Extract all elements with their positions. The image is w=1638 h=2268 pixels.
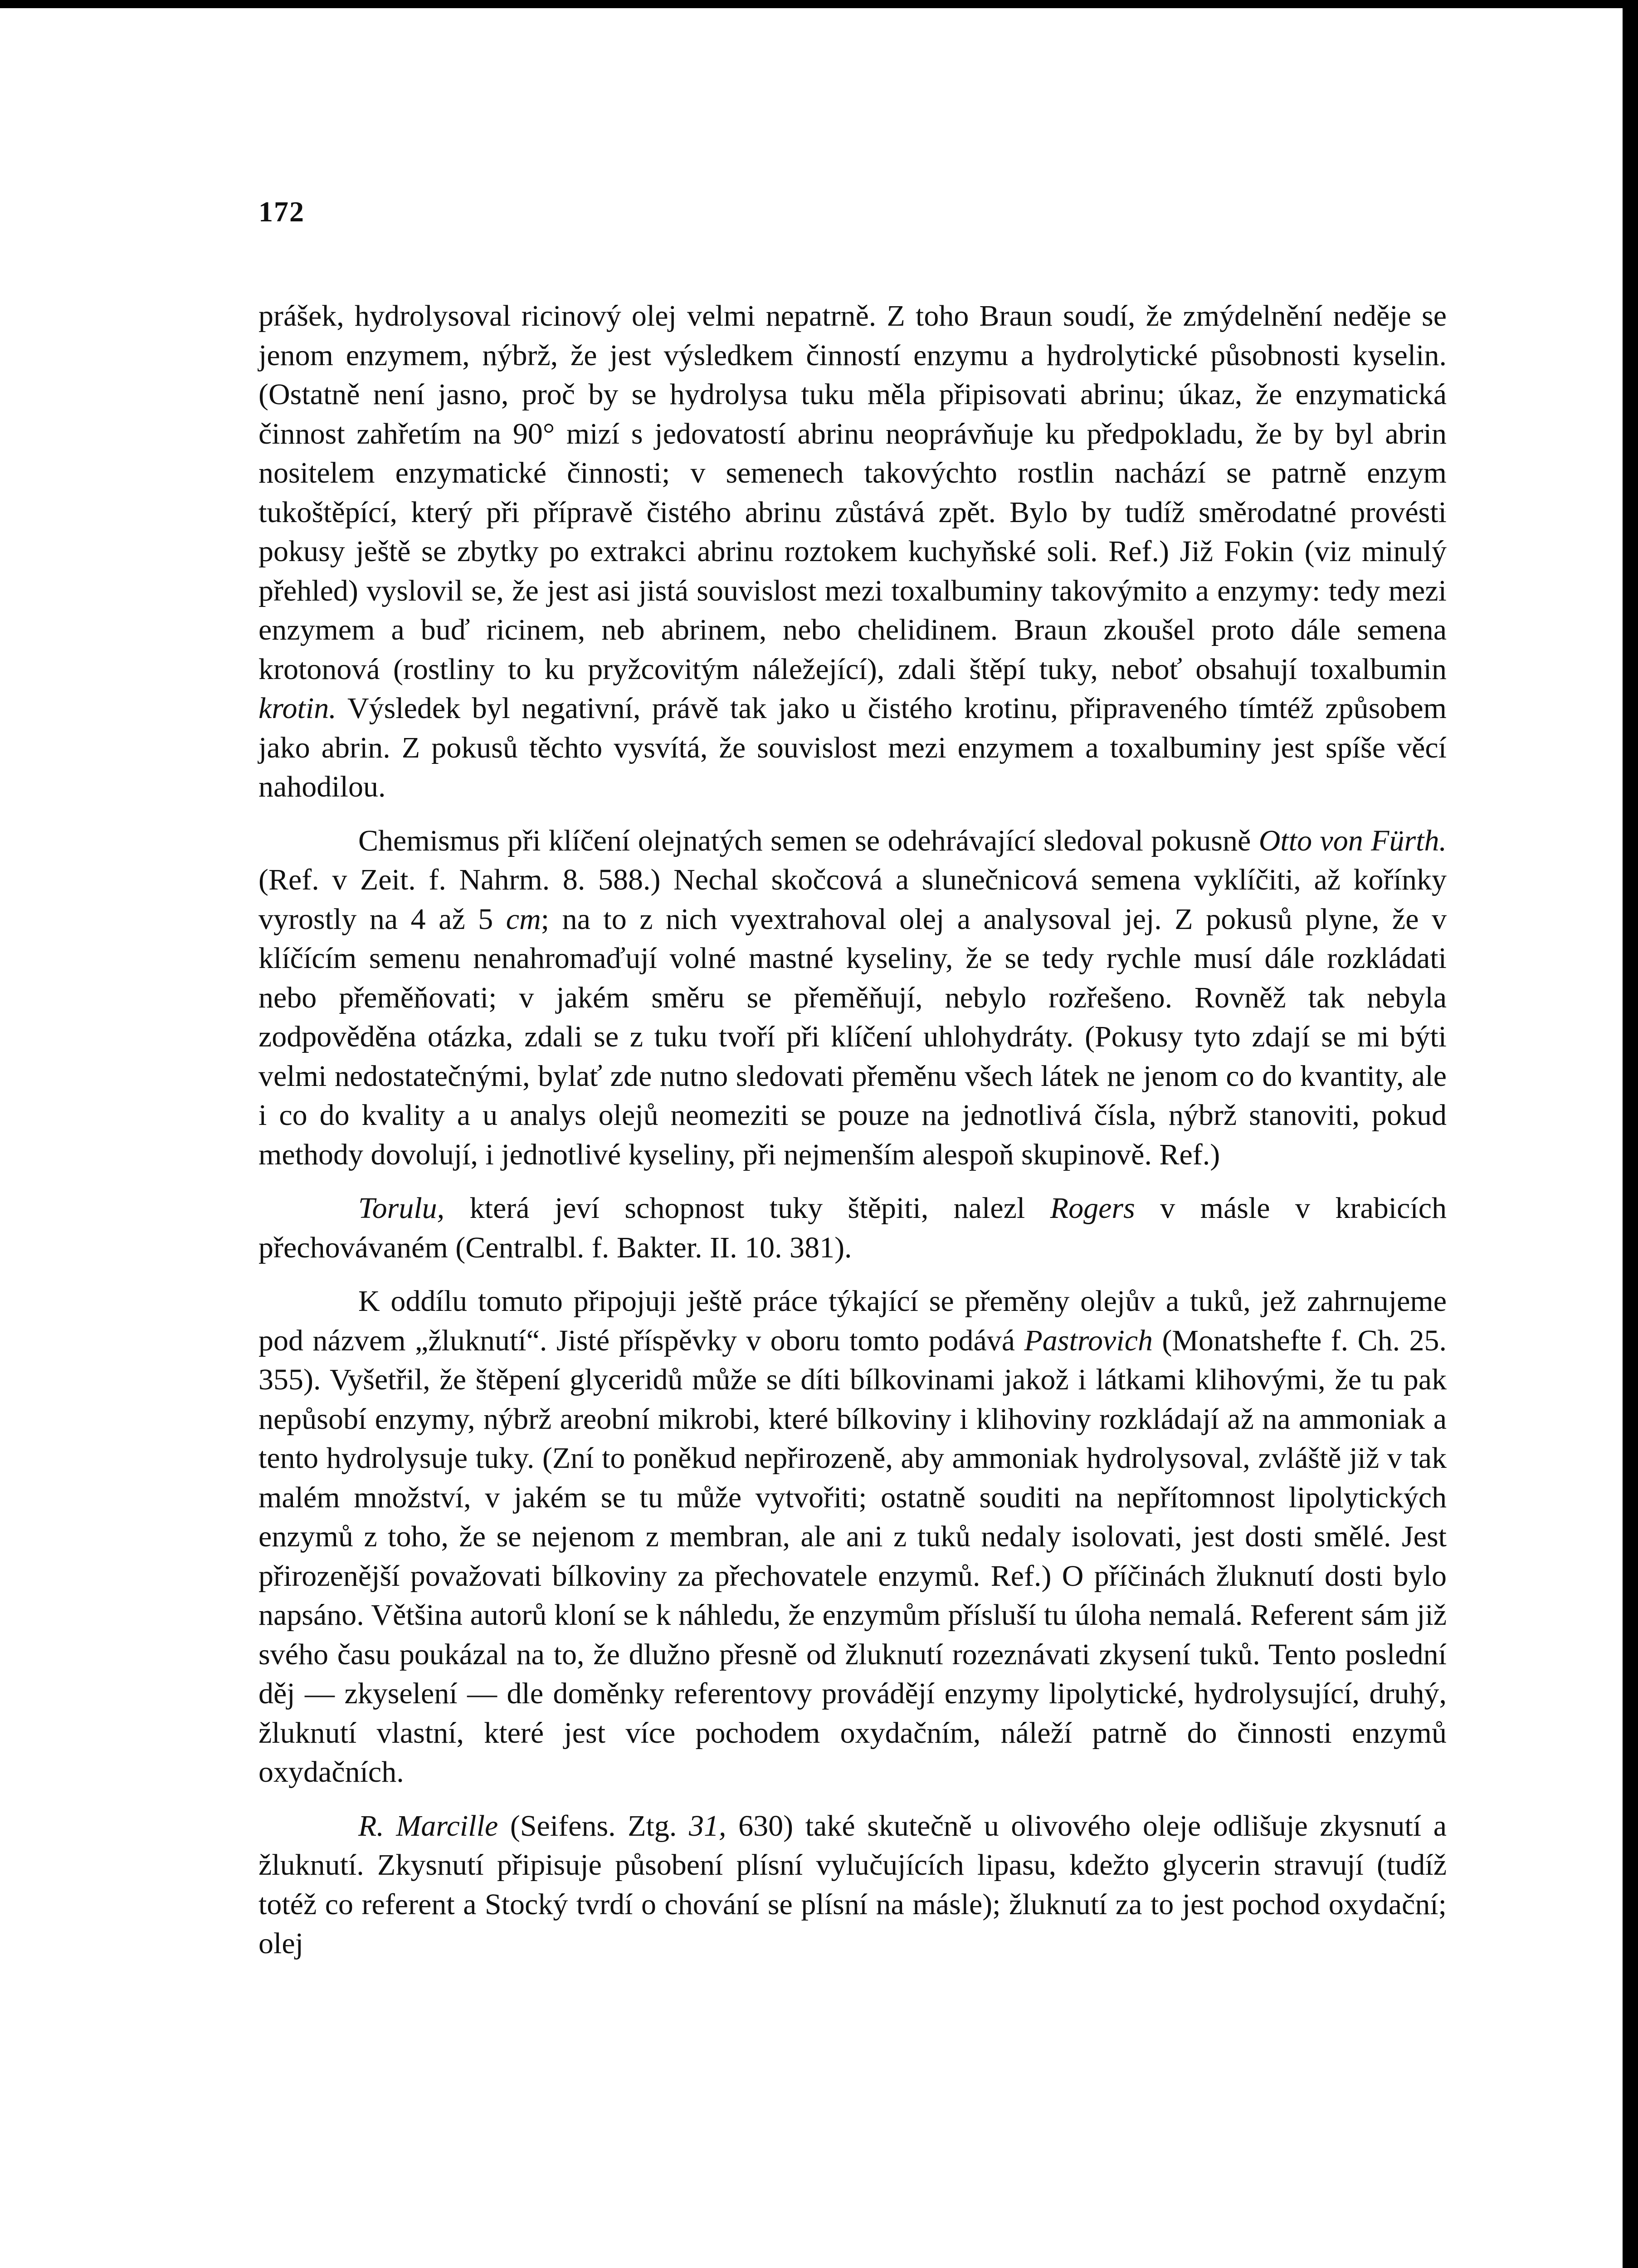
page-number: 172 [258, 196, 305, 228]
author-rogers: Rogers [1050, 1192, 1135, 1225]
unit-cm: cm [506, 902, 541, 936]
author-r-marcille: R. Marcille [358, 1809, 498, 1843]
term-krotin: krotin. [258, 692, 336, 725]
volume-31: 31, [689, 1809, 726, 1843]
author-otto-von-furth: Otto von Fürth. [1258, 824, 1447, 857]
term-torula: Torulu, [358, 1192, 445, 1225]
paragraph-torula: Torulu, která jeví schopnost tuky štěpiti, nalezl Rogers v másle v krabicích přechovávaném (Centralbl. f. Bakter. II. 10. 381). [258, 1192, 1447, 1264]
paragraph-germination-chemistry: Chemismus při klíčení olejnatých semen se odehrávající sledoval pokusně Otto von Fürth. (Ref. v Zeit. f. Nahrm. 8. 588.) Nechal skočcová a slunečnicová semena vyklíčiti, až kořínky vyrostly na 4 až 5 cm; na to z nich vyextrahoval olej a analysoval jej. Z pokusů plyne, že v klíčícím semenu nenahromaďují volné mastné kyseliny, že se tedy rychle musí dále rozkládati nebo přeměňovati; v jakém směru se přeměňují, nebylo rozřešeno. Rovněž tak nebyla zodpověděna otázka, zdali se z tuku tvoří při klíčení uhlohydráty. (Pokusy tyto zdají se mi býti velmi nedostatečnými, bylať zde nutno sledovati přeměnu všech látek ne jenom co do kvantity, ale i co do kvality a u analys olejů neomeziti se pouze na jednotlivá čísla, nýbrž stanoviti, pokud methody dovolují, i jednotlivé kyseliny, při nejmenším alespoň skupinově. Ref.) [258, 824, 1447, 1171]
paragraph-braun-enzymes: prášek, hydrolysoval ricinový olej velmi nepatrně. Z toho Braun soudí, že zmýdelnění neděje se jenom enzymem, nýbrž, že jest výsledkem činností enzymu a hydrolytické působnosti kyselin. (Ostatně není jasno, proč by se hydrolysa tuku měla připisovati abrinu; úkaz, že enzymatická činnost zahřetím na 90° mizí s jedovatostí abrinu neoprávňuje ku předpokladu, že by byl abrin nositelem enzymatické činnosti; v semenech takovýchto rostlin nachází se patrně enzym tukoštěpící, který při přípravě čistého abrinu zůstává zpět. Bylo by tudíž směrodatné provésti pokusy ještě se zbytky po extrakci abrinu roztokem kuchyňské soli. Ref.) Již Fokin (viz minulý přehled) vyslovil se, že jest asi jistá souvislost mezi toxalbuminy takovýmito a enzymy: tedy mezi enzymem a buď ricinem, neb abrinem, nebo chelidinem. Braun zkoušel proto dále semena krotonová (rostliny to ku pryžcovitým náležející), zdali štěpí tuky, neboť obsahují toxalbumin krotin. Výsledek byl negativní, právě tak jako u čistého krotinu, připraveného tímtéž způsobem jako abrin. Z pokusů těchto vysvítá, že souvislost mezi enzymem a toxalbuminy jest spíše věcí nahodilou. [258, 299, 1447, 803]
author-pastrovich: Pastrovich [1024, 1324, 1153, 1357]
page-body [258, 195, 1447, 1964]
paragraph-rancidity: K oddílu tomuto připojuji ještě práce týkající se přeměny olejův a tuků, jež zahrnujeme pod názvem „žluknutí“. Jisté příspěvky v oboru tomto podává Pastrovich (Monatshefte f. Ch. 25. 355). Vyšetřil, že štěpení glyceridů může se díti bílkovinami jakož i látkami klihovými, že tu pak nepůsobí enzymy, nýbrž areobní mikrobi, které bílkoviny i klihoviny rozkládají až na ammoniak a tento hydrolysuje tuky. (Zní to poněkud nepřirozeně, aby ammoniak hydrolysoval, zvláště již v tak malém množství, v jakém se tu může vytvořiti; ostatně souditi na nepřítomnost lipolytických enzymů z toho, že se nejenom z membran, ale ani z tuků nedaly isolovati, jest dosti smělé. Jest přirozenější považovati bílkoviny za přechovatele enzymů. Ref.) O příčinách žluknutí dosti bylo napsáno. Většina autorů kloní se k náhledu, že enzymům přísluší tu úloha nemalá. Referent sám již svého času poukázal na to, že dlužno přesně od žluknutí rozeznávati zkysení tuků. Tento poslední děj — zkyselení — dle doměnky referentovy provádějí enzymy lipolytické, hydrolysující, druhý, žluknutí vlastní, které jest více pochodem oxydačním, náleží patrně do činnosti enzymů oxydačních. [258, 1285, 1447, 1789]
paragraph-marcille: R. Marcille (Seifens. Ztg. 31, 630) také skutečně u olivového oleje odlišuje zkysnutí a žluknutí. Zkysnutí připisuje působení plísní vylučujících lipasu, kdežto glycerin stravují (tudíž totéž co referent a Stocký tvrdí o chování se plísní na másle); žluknutí za to jest pochod oxydační; olej [258, 1809, 1447, 1960]
